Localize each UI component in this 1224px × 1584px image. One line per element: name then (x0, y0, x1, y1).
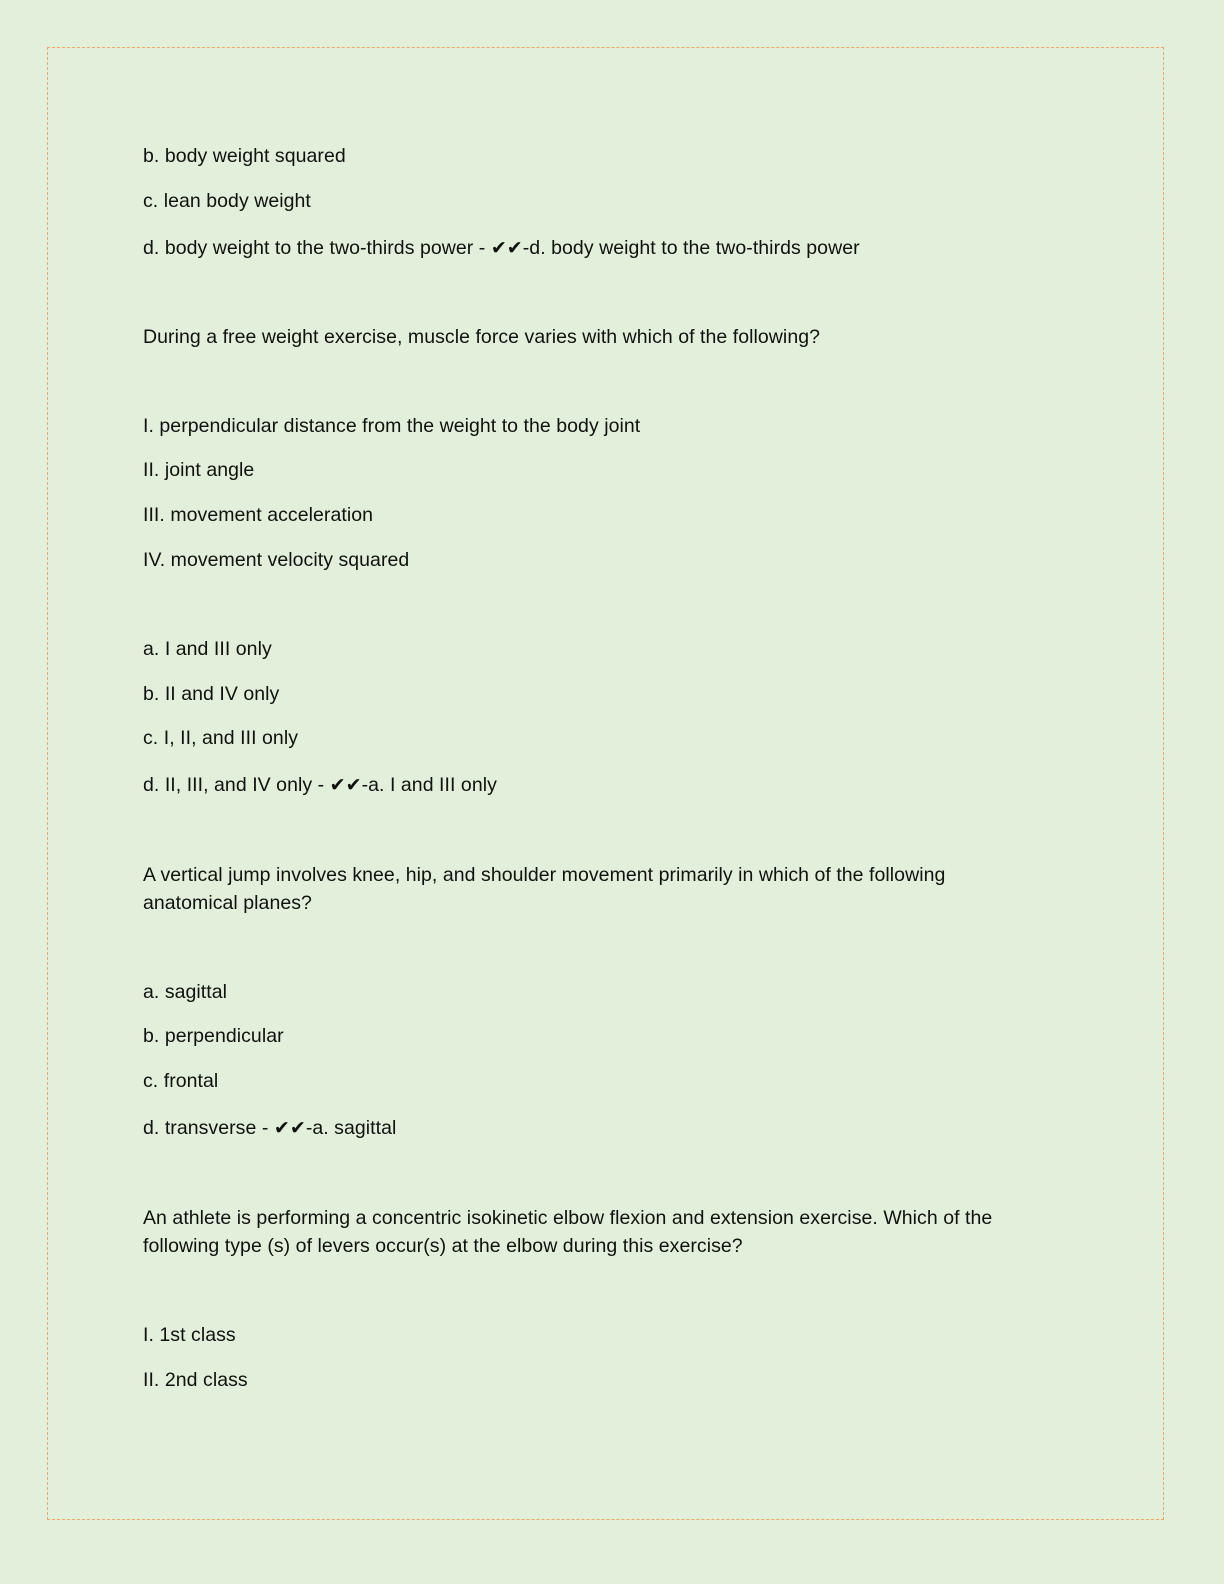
checkmark-icon: ✔✔ (490, 237, 523, 259)
answer-option: a. sagittal (143, 981, 228, 1003)
answer-option: a. I and III only (143, 638, 272, 660)
statement-item: I. perpendicular distance from the weight to the body joint (143, 415, 641, 437)
statement-item: III. movement acceleration (143, 504, 373, 526)
question-text: An athlete is performing a concentric isokinetic elbow flexion and extension exercise. Which of the following type (s) of levers occur(s) at the elbow during this exercise? (143, 1207, 993, 1257)
answer-option: b. perpendicular (143, 1025, 284, 1047)
answer-option: b. body weight squared (143, 145, 346, 167)
answer-option-with-key: d. body weight to the two-thirds power - ✔✔-d. body weight to the two-thirds power (143, 237, 860, 259)
answer-option-with-key: d. II, III, and IV only - ✔✔-a. I and III only (143, 774, 497, 796)
question-text: During a free weight exercise, muscle force varies with which of the following? (143, 326, 821, 348)
question-text: A vertical jump involves knee, hip, and shoulder movement primarily in which of the following anatomical planes? (143, 864, 946, 914)
answer-option-with-key: d. transverse - ✔✔-a. sagittal (143, 1117, 397, 1139)
statement-item: IV. movement velocity squared (143, 549, 410, 571)
answer-option: b. II and IV only (143, 683, 280, 705)
statement-item: II. joint angle (143, 459, 255, 481)
checkmark-icon: ✔✔ (329, 774, 362, 796)
checkmark-icon: ✔✔ (273, 1117, 306, 1139)
answer-option: c. I, II, and III only (143, 727, 299, 749)
statement-item: I. 1st class (143, 1324, 236, 1346)
statement-item: II. 2nd class (143, 1369, 248, 1391)
answer-option: c. frontal (143, 1070, 219, 1092)
answer-option: c. lean body weight (143, 190, 311, 212)
